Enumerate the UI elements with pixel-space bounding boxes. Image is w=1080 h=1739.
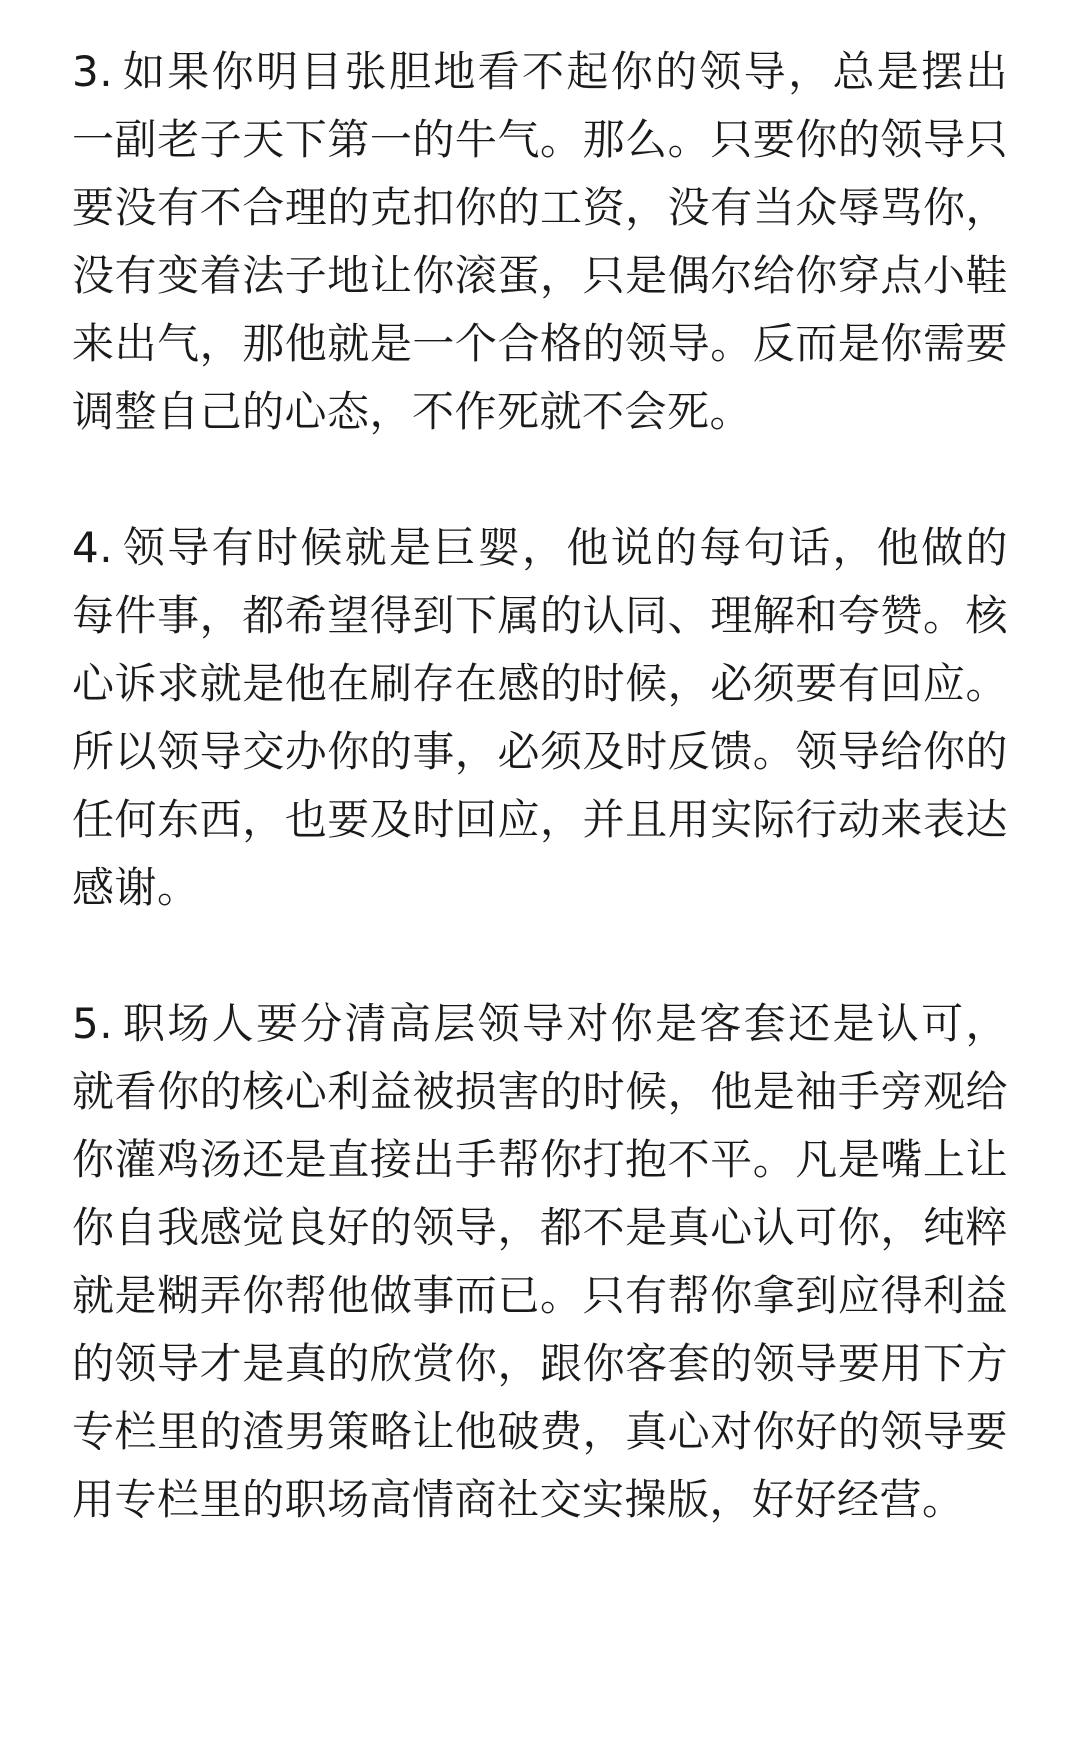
paragraph-text: 领导有时候就是巨婴，他说的每句话，他做的每件事，都希望得到下属的认同、理解和夸赞。核心诉求就是他在刷存在感的时候，必须要有回应。所以领导交办你的事，必须及时反馈。领导给你的任何东西，也要及时回应，并且用实际行动来表达感谢。 — [72, 523, 1008, 912]
paragraph-3 — [72, 38, 1008, 446]
paragraph-number: 4. — [72, 523, 114, 572]
paragraph-5 — [72, 990, 1008, 1534]
article-body — [72, 38, 1008, 1534]
paragraph-number: 3. — [72, 47, 114, 96]
paragraph-text: 如果你明目张胆地看不起你的领导，总是摆出一副老子天下第一的牛气。那么。只要你的领导只要没有不合理的克扣你的工资，没有当众辱骂你，没有变着法子地让你滚蛋，只是偶尔给你穿点小鞋来出气，那他就是一个合格的领导。反而是你需要调整自己的心态，不作死就不会死。 — [72, 47, 1008, 436]
paragraph-text: 职场人要分清高层领导对你是客套还是认可，就看你的核心利益被损害的时候，他是袖手旁观给你灌鸡汤还是直接出手帮你打抱不平。凡是嘴上让你自我感觉良好的领导，都不是真心认可你，纯粹就是糊弄你帮他做事而已。只有帮你拿到应得利益的领导才是真的欣赏你，跟你客套的领导要用下方专栏里的渣男策略让他破费，真心对你好的领导要用专栏里的职场高情商社交实操版，好好经营。 — [72, 999, 1008, 1524]
paragraph-4 — [72, 514, 1008, 922]
paragraph-number: 5. — [72, 999, 114, 1048]
